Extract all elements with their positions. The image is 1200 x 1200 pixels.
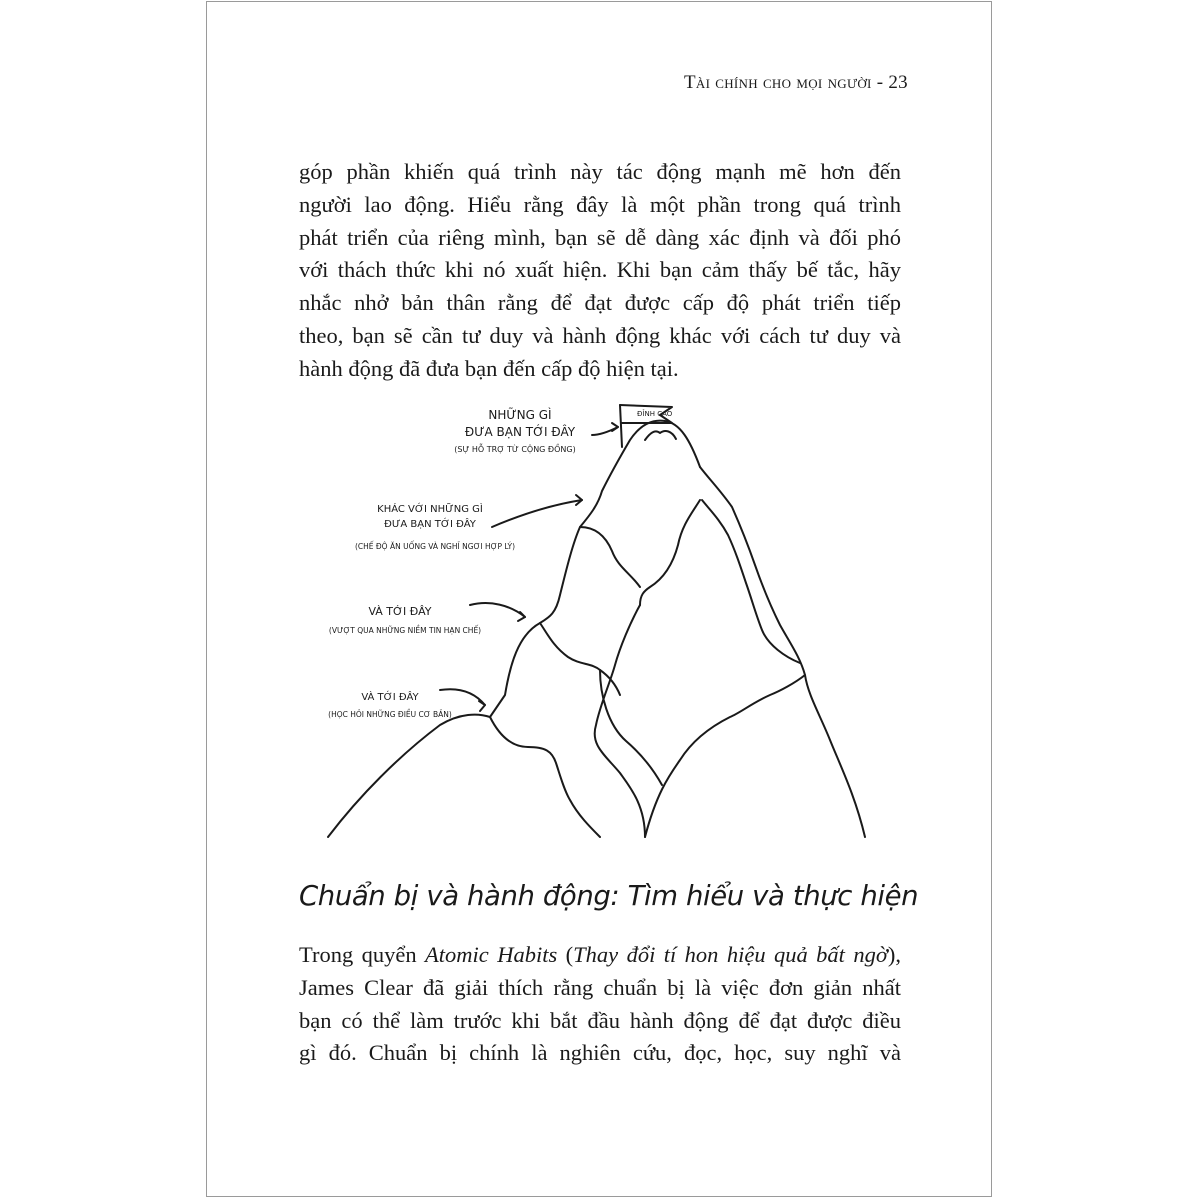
section-heading: Chuẩn bị và hành động: Tìm hiểu và thực hiện bbox=[299, 880, 919, 912]
label-3-line-1: VÀ TỚI ĐÂY bbox=[368, 605, 432, 618]
ridge-7 bbox=[600, 670, 662, 785]
line-text: Trong quyển bbox=[299, 942, 426, 967]
label-1-line-2: ĐƯA BẠN TỚI ĐÂY bbox=[464, 425, 576, 439]
paragraph-line: gì đó. Chuẩn bị chính là nghiên cứu, đọc, học, suy nghĩ và bbox=[299, 1040, 901, 1066]
ridge-6 bbox=[490, 717, 600, 837]
label-2-note: (CHẾ ĐỘ ĂN UỐNG VÀ NGHỈ NGƠI HỢP LÝ) bbox=[354, 542, 516, 551]
arrow-3 bbox=[470, 603, 525, 617]
arrow-4 bbox=[440, 689, 485, 705]
paragraph-line: bạn có thể làm trước khi bắt đầu hành động để đạt được điều bbox=[299, 1007, 901, 1033]
arrow-2 bbox=[492, 500, 582, 527]
label-1-line-1: NHỮNG GÌ bbox=[488, 408, 552, 422]
paragraph-line bbox=[299, 939, 901, 972]
arrow-1 bbox=[592, 427, 618, 435]
line-text: ), bbox=[887, 942, 901, 967]
ridge-2 bbox=[580, 527, 640, 587]
body-paragraph-1 bbox=[299, 156, 901, 386]
mountain-outline-right bbox=[700, 467, 865, 837]
ridge-1 bbox=[640, 500, 700, 605]
label-4-line-1: VÀ TỚI ĐÂY bbox=[361, 692, 419, 703]
running-header: Tài chính cho mọi người - 23 bbox=[683, 72, 908, 93]
body-paragraph-2 bbox=[299, 939, 901, 1070]
paragraph-line: với thách thức khi nó xuất hiện. Khi bạn cảm thấy bế tắc, hãy bbox=[299, 257, 901, 283]
paragraph-line: phát triển của riêng mình, bạn sẽ dễ dàng xác định và đối phó bbox=[299, 224, 901, 250]
line-text: ( bbox=[557, 942, 574, 967]
paragraph-line: góp phần khiến quá trình này tác động mạnh mẽ hơn đến bbox=[299, 159, 901, 184]
flag-pole bbox=[620, 405, 622, 447]
book-title: Atomic Habits bbox=[425, 942, 558, 967]
flag-label: ĐỈNH CAO bbox=[637, 410, 673, 418]
mountain-drawing bbox=[300, 395, 890, 850]
arrow-1-head bbox=[612, 423, 618, 431]
paragraph-line: nhắc nhở bản thân rằng để đạt được cấp độ phát triển tiếp bbox=[299, 290, 901, 316]
ridge-3 bbox=[595, 605, 645, 837]
summit-cap bbox=[645, 431, 676, 440]
mountain-illustration bbox=[300, 395, 890, 850]
label-2-line-1: KHÁC VỚI NHỮNG GÌ bbox=[377, 504, 483, 515]
paragraph-line: người lao động. Hiểu rằng đây là một phần trong quá trình bbox=[299, 191, 901, 217]
label-2-line-2: ĐƯA BẠN TỚI ĐÂY bbox=[384, 519, 476, 530]
book-title-translation: Thay đổi tí hon hiệu quả bất ngờ bbox=[573, 942, 888, 967]
ridge-8 bbox=[645, 675, 805, 837]
paragraph-line: theo, bạn sẽ cần tư duy và hành động khác với cách tư duy và bbox=[299, 322, 901, 348]
paragraph-line: James Clear đã giải thích rằng chuẩn bị là việc đơn giản nhất bbox=[299, 974, 901, 1000]
ridge-4 bbox=[702, 500, 800, 663]
paragraph-line: hành động đã đưa bạn đến cấp độ hiện tại. bbox=[299, 355, 679, 381]
label-4-note: (HỌC HỎI NHỮNG ĐIỀU CƠ BẢN) bbox=[328, 710, 452, 719]
label-3-note: (VƯỢT QUA NHỮNG NIỀM TIN HẠN CHẾ) bbox=[328, 626, 482, 635]
label-1-note: (SỰ HỖ TRỢ TỪ CỘNG ĐỒNG) bbox=[454, 445, 576, 454]
